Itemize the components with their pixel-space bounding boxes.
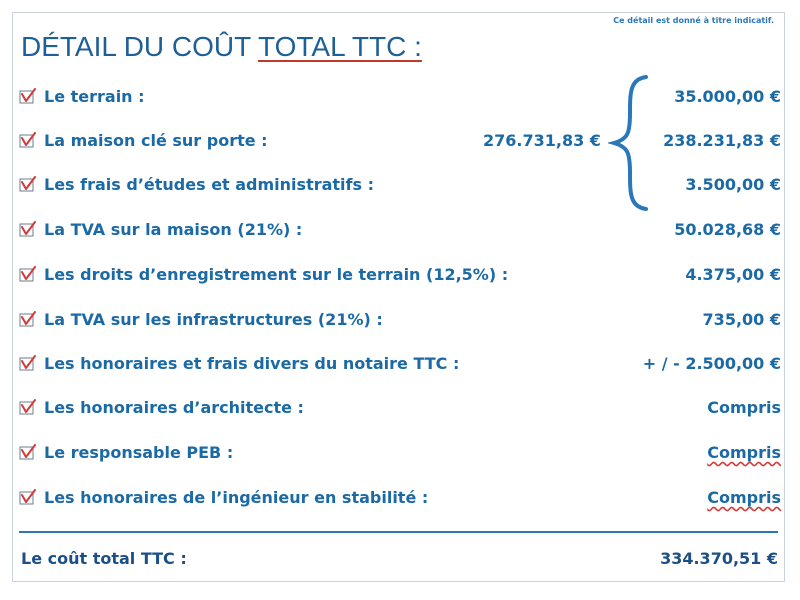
item-label: Le responsable PEB : (44, 443, 234, 462)
list-item (19, 131, 781, 153)
item-value: 4.375,00 € (685, 265, 781, 284)
list-item (19, 175, 781, 197)
list-item (19, 354, 781, 376)
item-value: 35.000,00 € (674, 87, 781, 106)
item-value: Compris (707, 443, 781, 462)
list-item (19, 398, 781, 420)
list-item (19, 265, 781, 287)
item-label: Les honoraires d’architecte : (44, 398, 304, 417)
total-value: 334.370,51 € (660, 549, 778, 568)
checkbox-checked-icon (19, 444, 37, 460)
item-label: Les droits d’enregistrement sur le terrain (12,5%) : (44, 265, 509, 284)
checkbox-checked-icon (19, 311, 37, 327)
total-label: Le coût total TTC : (21, 549, 187, 568)
cost-detail-page (12, 12, 785, 582)
item-label: La TVA sur les infrastructures (21%) : (44, 310, 383, 329)
disclaimer-note: Ce détail est donné à titre indicatif. (613, 16, 774, 25)
item-label: Les honoraires et frais divers du notaire TTC : (44, 354, 460, 373)
checkbox-checked-icon (19, 176, 37, 192)
checkbox-checked-icon (19, 221, 37, 237)
subtotal-value: 276.731,83 € (483, 131, 601, 150)
list-item (19, 87, 781, 109)
checkbox-checked-icon (19, 88, 37, 104)
list-item (19, 220, 781, 242)
list-item (19, 310, 781, 332)
item-value: Compris (707, 488, 781, 507)
item-value: 735,00 € (702, 310, 781, 329)
page-title (21, 31, 422, 63)
item-value: 50.028,68 € (674, 220, 781, 239)
item-label: La maison clé sur porte : (44, 131, 268, 150)
checkbox-checked-icon (19, 399, 37, 415)
checkbox-checked-icon (19, 489, 37, 505)
total-divider (19, 531, 778, 533)
item-label: Les honoraires de l’ingénieur en stabilité : (44, 488, 429, 507)
checkbox-checked-icon (19, 132, 37, 148)
item-label: Le terrain : (44, 87, 145, 106)
list-item (19, 488, 781, 510)
item-value: + / - 2.500,00 € (642, 354, 781, 373)
checkbox-checked-icon (19, 266, 37, 282)
list-item (19, 443, 781, 465)
item-label: La TVA sur la maison (21%) : (44, 220, 303, 239)
item-label: Les frais d’études et administratifs : (44, 175, 374, 194)
checkbox-checked-icon (19, 355, 37, 371)
item-value: 3.500,00 € (685, 175, 781, 194)
item-value: Compris (707, 398, 781, 417)
title-part-1: DÉTAIL DU COÛT (21, 31, 259, 62)
item-value: 238.231,83 € (663, 131, 781, 150)
title-part-2: TOTAL TTC : (258, 31, 422, 62)
